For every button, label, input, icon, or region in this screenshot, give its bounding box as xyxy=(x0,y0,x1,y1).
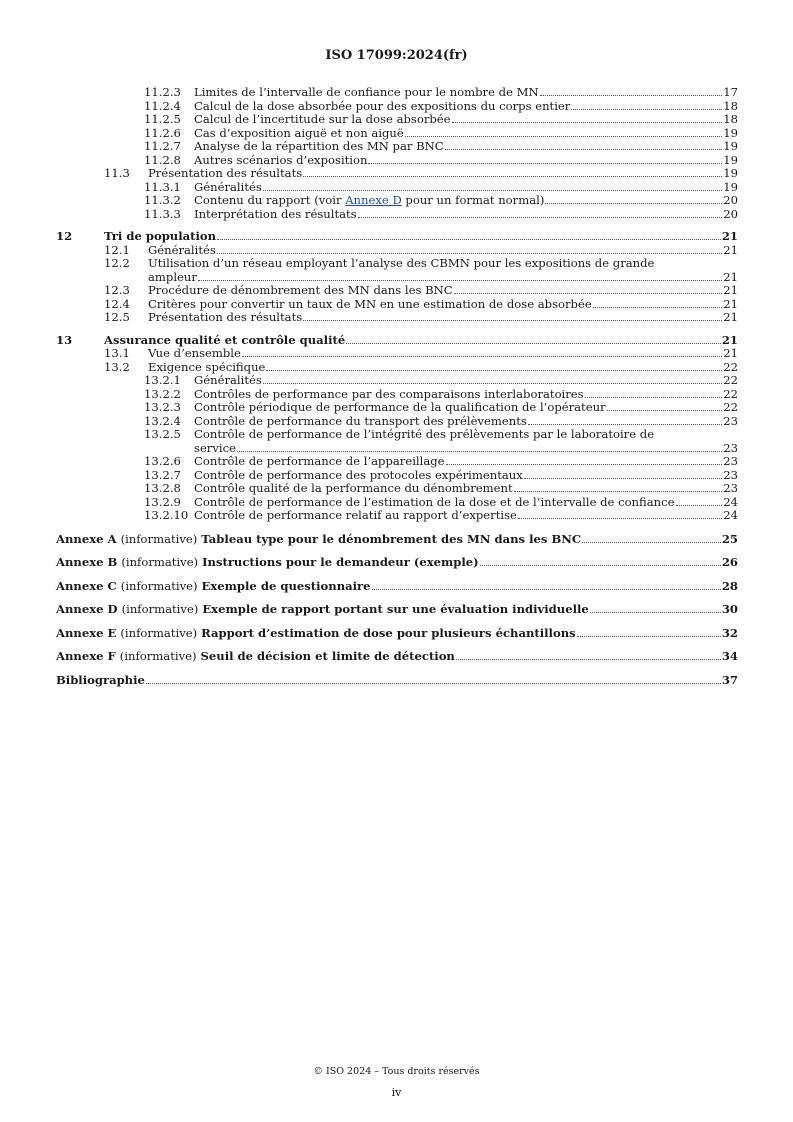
toc-entry-11-3-1[interactable]: 11.3.1 Généralités 19 xyxy=(144,179,738,194)
toc-entry-13-2-6[interactable]: 13.2.6 Contrôle de performance de l’appareillage 23 xyxy=(144,454,738,468)
table-of-contents xyxy=(56,86,738,687)
toc-entry-13-1[interactable]: 13.1 Vue d’ensemble 21 xyxy=(104,346,738,360)
document-header: ISO 17099:2024(fr) xyxy=(325,48,468,63)
toc-entry-11-2-4[interactable]: 11.2.4 Calcul de la dose absorbée pour des expositions du corps entier 18 xyxy=(144,98,738,113)
toc-entry-13-2-2[interactable]: 13.2.2 Contrôles de performance par des comparaisons interlaboratoires 22 xyxy=(144,386,738,401)
toc-entry-13-2-3[interactable]: 13.2.3 Contrôle périodique de performance de la qualification de l’opérateur 22 xyxy=(144,400,738,414)
toc-entry-11-2-6[interactable]: 11.2.6 Cas d’exposition aiguë et non aiguë 19 xyxy=(144,125,738,140)
copyright-footer: © ISO 2024 – Tous droits réservés xyxy=(313,1066,480,1077)
toc-entry-13-2-10[interactable]: 13.2.10 Contrôle de performance relatif au rapport d’expertise 24 xyxy=(144,508,738,522)
toc-entry-annexe-b[interactable]: Annexe B (informative) Instructions pour le demandeur (exemple) 26 xyxy=(56,555,738,569)
toc-entry-11-3[interactable]: 11.3 Présentation des résultats 19 xyxy=(104,166,738,180)
toc-entry-12[interactable]: 12 Tri de population 21 xyxy=(56,229,738,243)
toc-entry-annexe-d[interactable]: Annexe D (informative) Exemple de rapport portant sur une évaluation individuelle 30 xyxy=(56,602,738,616)
toc-entry-13[interactable]: 13 Assurance qualité et contrôle qualité 21 xyxy=(56,332,738,347)
toc-entry-13-2-7[interactable]: 13.2.7 Contrôle de performance des protocoles expérimentaux 23 xyxy=(144,467,738,482)
annex-d-link[interactable]: Annexe D xyxy=(345,193,402,207)
page-number: iv xyxy=(391,1086,402,1099)
toc-entry-bibliographie[interactable]: Bibliographie 37 xyxy=(56,672,738,687)
toc-entry-12-2[interactable]: 12.2 Utilisation d’un réseau employant l’analyse des CBMN pour les expositions de grande ampleur 21 xyxy=(104,256,738,284)
toc-entry-12-3[interactable]: 12.3 Procédure de dénombrement des MN dans les BNC 21 xyxy=(104,283,738,297)
toc-entry-annexe-f[interactable]: Annexe F (informative) Seuil de décision et limite de détection 34 xyxy=(56,649,738,663)
toc-entry-11-2-7[interactable]: 11.2.7 Analyse de la répartition des MN par BNC 19 xyxy=(144,139,738,153)
toc-entry-13-2-4[interactable]: 13.2.4 Contrôle de performance du transport des prélèvements 23 xyxy=(144,413,738,428)
toc-entry-annexe-e[interactable]: Annexe E (informative) Rapport d’estimation de dose pour plusieurs échantillons 32 xyxy=(56,625,738,640)
toc-entry-11-2-3[interactable]: 11.2.3 Limites de l’intervalle de confiance pour le nombre de MN 17 xyxy=(144,85,738,99)
toc-entry-13-2-5[interactable]: 13.2.5 Contrôle de performance de l’intégrité des prélèvements par le laboratoire de service 23 xyxy=(144,427,738,455)
toc-entry-12-4[interactable]: 12.4 Critères pour convertir un taux de MN en une estimation de dose absorbée 21 xyxy=(104,296,738,311)
toc-entry-13-2-9[interactable]: 13.2.9 Contrôle de performance de l’estimation de la dose et de l’intervalle de confiance 24 xyxy=(144,494,738,509)
toc-entry-13-2-1[interactable]: 13.2.1 Généralités 22 xyxy=(144,373,738,387)
toc-entry-11-3-2[interactable]: 11.3.2 Contenu du rapport (voir Annexe D pour un format normal) 20 xyxy=(144,193,738,207)
toc-entry-annexe-a[interactable]: Annexe A (informative) Tableau type pour le dénombrement des MN dans les BNC 25 xyxy=(56,531,738,546)
toc-entry-11-3-3[interactable]: 11.3.3 Interprétation des résultats 20 xyxy=(144,206,738,221)
toc-entry-13-2[interactable]: 13.2 Exigence spécifique 22 xyxy=(104,359,738,374)
toc-entry-12-1[interactable]: 12.1 Généralités 21 xyxy=(104,242,738,257)
toc-entry-annexe-c[interactable]: Annexe C (informative) Exemple de questionnaire 28 xyxy=(56,578,738,593)
toc-entry-11-2-5[interactable]: 11.2.5 Calcul de l’incertitude sur la dose absorbée 18 xyxy=(144,112,738,126)
toc-entry-11-2-8[interactable]: 11.2.8 Autres scénarios d’exposition 19 xyxy=(144,152,738,167)
toc-entry-13-2-8[interactable]: 13.2.8 Contrôle qualité de la performance du dénombrement 23 xyxy=(144,481,738,495)
toc-entry-12-5[interactable]: 12.5 Présentation des résultats 21 xyxy=(104,310,738,324)
